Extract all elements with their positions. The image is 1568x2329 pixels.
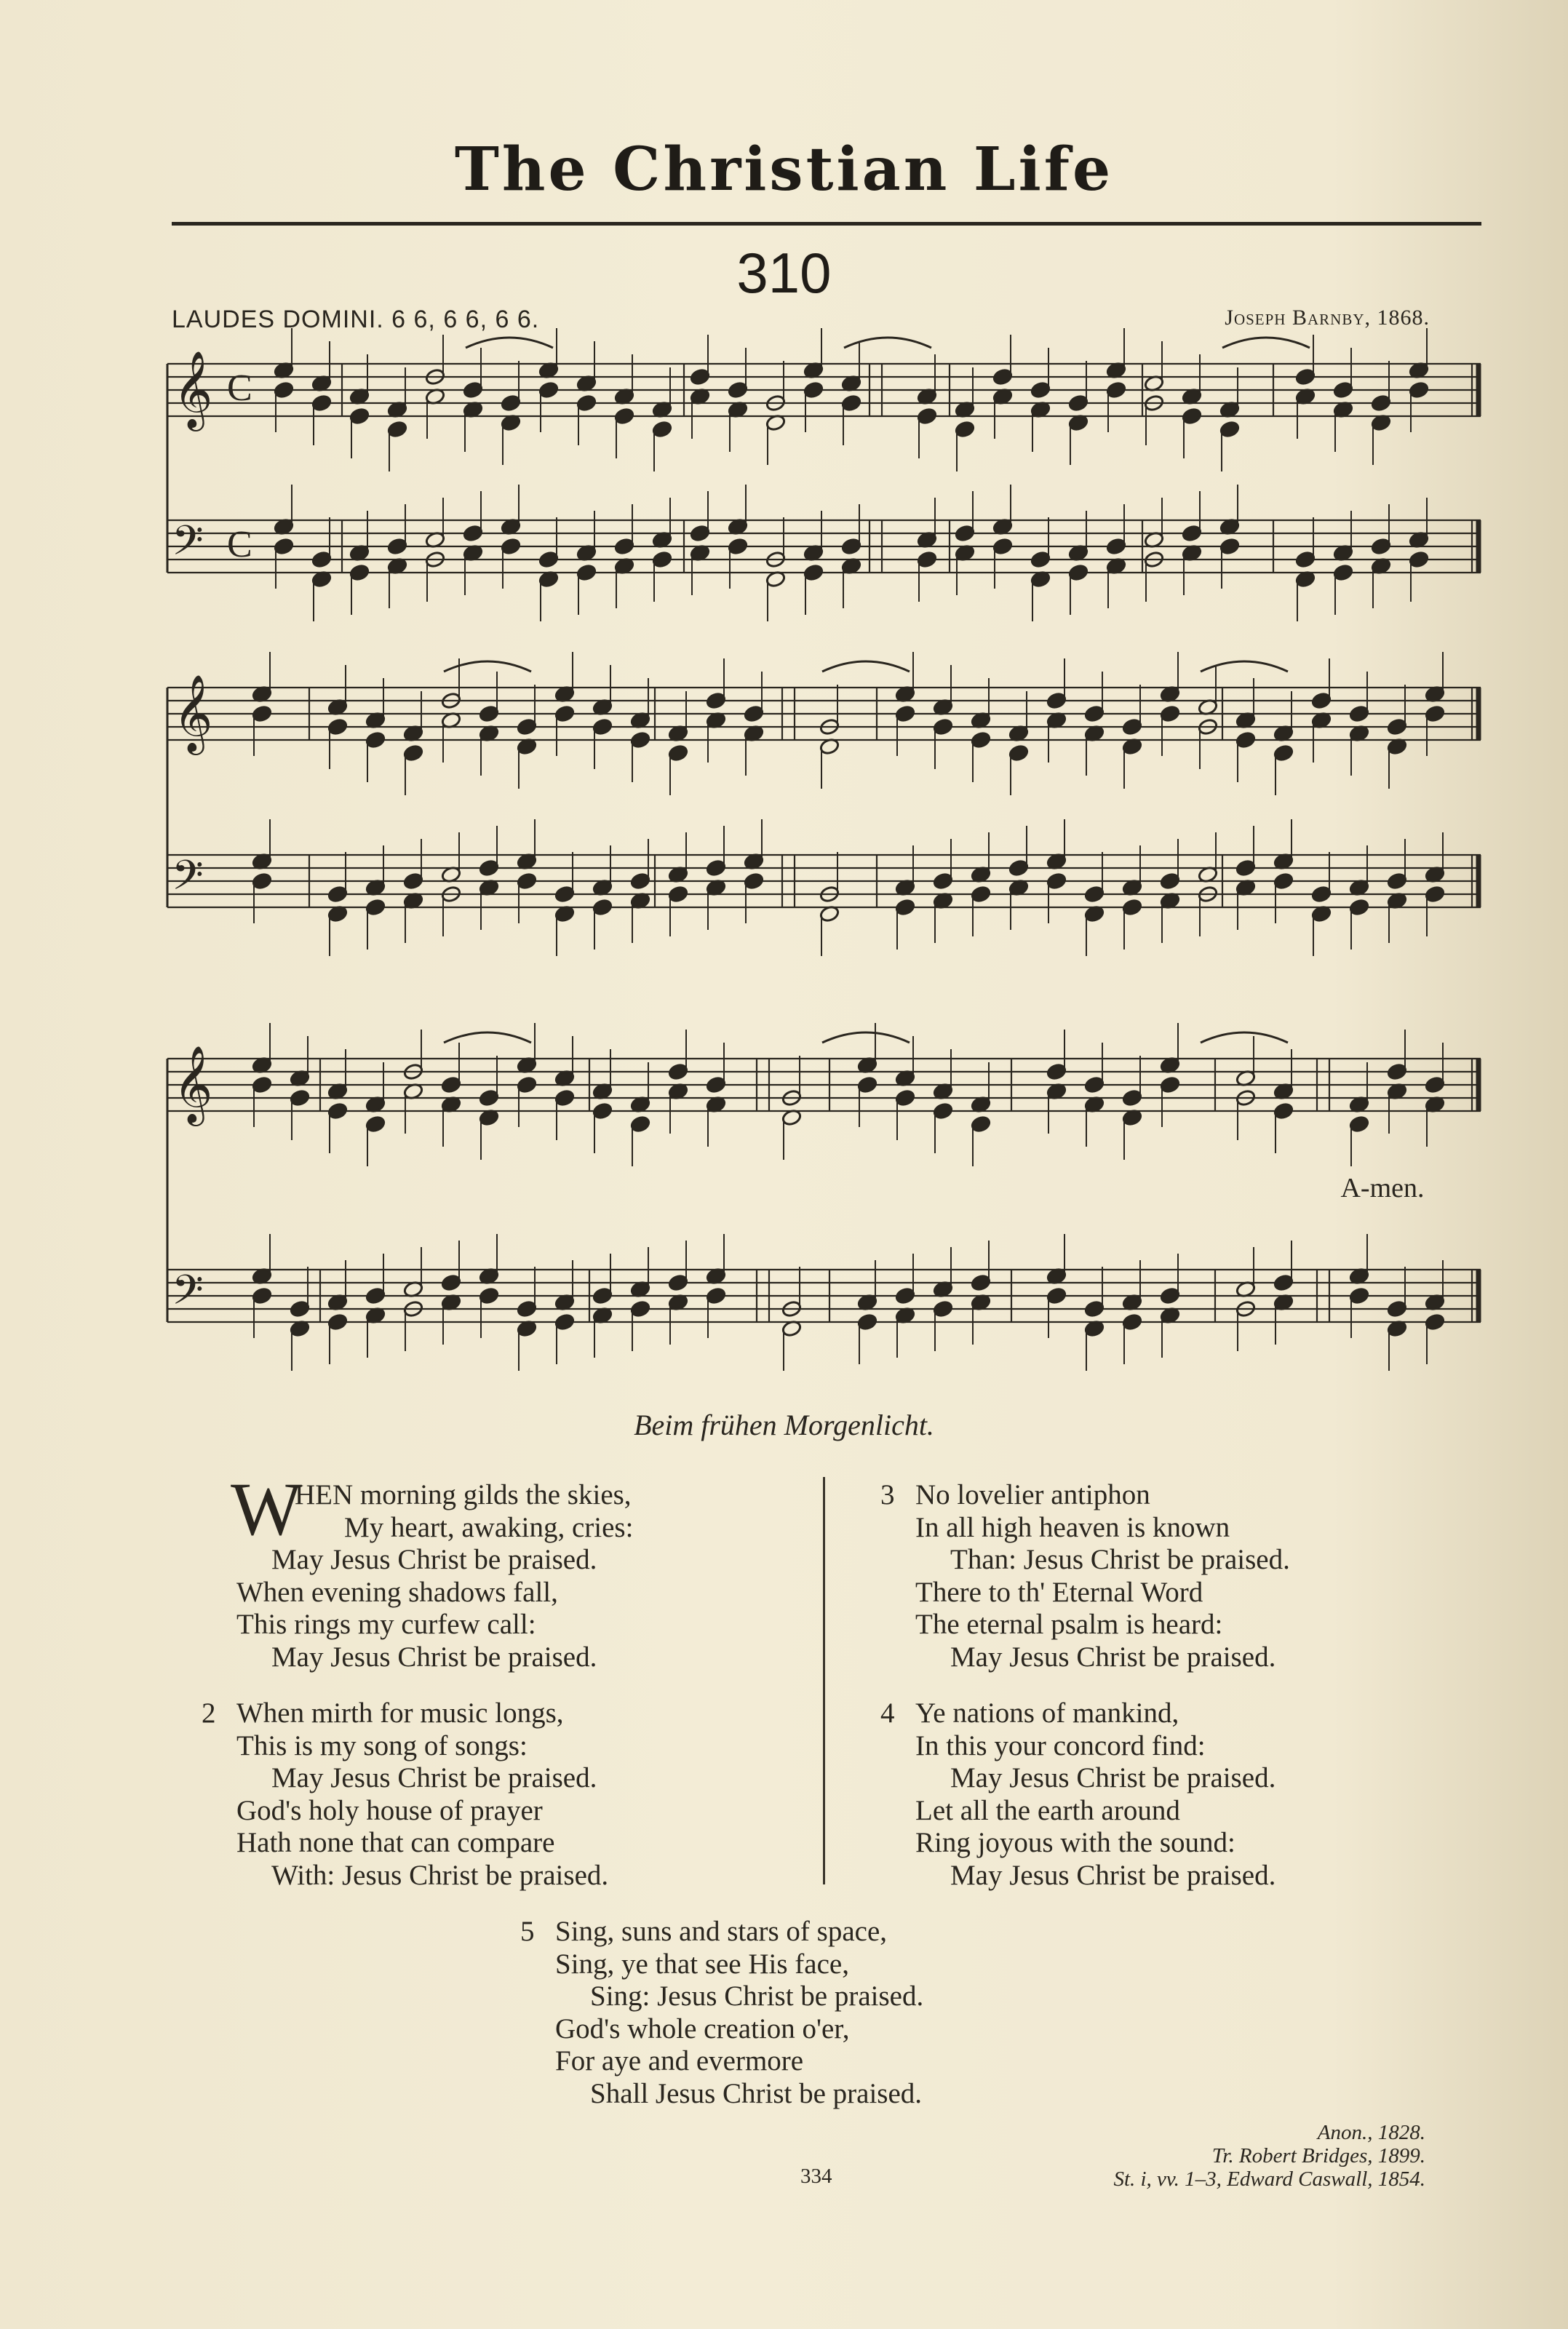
slur bbox=[1222, 338, 1310, 348]
stanza-line: May Jesus Christ be praised. bbox=[271, 1641, 597, 1673]
attribution-author: Anon., 1828. bbox=[1317, 2121, 1425, 2144]
bass-clef: 𝄢 bbox=[172, 852, 204, 909]
stanza-line: Shall Jesus Christ be praised. bbox=[590, 2077, 923, 2109]
stanza-line: God's holy house of prayer bbox=[236, 1794, 543, 1826]
tune-name: LAUDES DOMINI. bbox=[172, 306, 384, 333]
drop-cap: W bbox=[231, 1468, 303, 1551]
stanza-line: This is my song of songs: bbox=[236, 1729, 528, 1761]
slur bbox=[444, 1032, 531, 1043]
stanza-line: No lovelier antiphon bbox=[915, 1479, 1150, 1510]
stanza-line: God's whole creation o'er, bbox=[555, 2013, 850, 2045]
stanza-line: May Jesus Christ be praised. bbox=[271, 1544, 597, 1576]
stanza-line: Ring joyous with the sound: bbox=[915, 1827, 1235, 1859]
stanza-line: For aye and evermore bbox=[555, 2045, 804, 2077]
stanza-line: Sing, suns and stars of space, bbox=[555, 1916, 888, 1947]
stanza-line: When mirth for music longs, bbox=[236, 1697, 564, 1729]
amen-text: A-men. bbox=[1340, 1173, 1425, 1203]
composer: Joseph Barnby, 1868. bbox=[1225, 306, 1430, 330]
stanza-line: The eternal psalm is heard: bbox=[915, 1609, 1223, 1641]
stanza-line: When evening shadows fall, bbox=[236, 1576, 558, 1608]
time-signature: C bbox=[227, 524, 252, 565]
stanza-2 bbox=[202, 1697, 609, 1892]
stanza-line: In this your concord find: bbox=[915, 1729, 1206, 1761]
stanza-3 bbox=[880, 1479, 1290, 1674]
stanza-number: 2 bbox=[202, 1697, 216, 1729]
treble-clef: 𝄞 bbox=[173, 674, 213, 752]
score-systems bbox=[167, 328, 1481, 1371]
hymn-number: 310 bbox=[736, 241, 832, 305]
stanza-line: Hath none that can compare bbox=[236, 1827, 555, 1859]
stanza-number: 4 bbox=[880, 1697, 895, 1729]
stanza-line: Sing, ye that see His face, bbox=[555, 1948, 849, 1980]
slur bbox=[822, 661, 910, 672]
stanza-line: This rings my curfew call: bbox=[236, 1609, 536, 1641]
stanza-line: Ye nations of mankind, bbox=[915, 1697, 1179, 1729]
section-title: The Christian Life bbox=[454, 135, 1114, 204]
attribution-translator: Tr. Robert Bridges, 1899. bbox=[1211, 2144, 1425, 2167]
stanza-line: Let all the earth around bbox=[915, 1794, 1180, 1826]
stanza-1 bbox=[231, 1468, 634, 1674]
stanza-line: May Jesus Christ be praised. bbox=[950, 1641, 1276, 1673]
stanza-line: With: Jesus Christ be praised. bbox=[271, 1859, 609, 1891]
stanza-line: Sing: Jesus Christ be praised. bbox=[590, 1980, 924, 2013]
stanza-5 bbox=[520, 1916, 924, 2111]
slur bbox=[822, 1032, 910, 1043]
stanza-line: May Jesus Christ be praised. bbox=[950, 1762, 1276, 1794]
stanza-line: There to th' Eternal Word bbox=[915, 1576, 1203, 1608]
slur bbox=[1201, 661, 1288, 672]
slur bbox=[1201, 1032, 1288, 1043]
time-signature: C bbox=[227, 367, 252, 409]
column-divider bbox=[823, 1477, 825, 1884]
stanza-number: 3 bbox=[880, 1479, 895, 1510]
stanza-number: 5 bbox=[520, 1916, 535, 1947]
bass-clef: 𝄢 bbox=[172, 1267, 204, 1324]
treble-clef: 𝄞 bbox=[173, 350, 213, 428]
attribution-stanza-translator: St. i, vv. 1–3, Edward Caswall, 1854. bbox=[1113, 2167, 1425, 2191]
stanza-4 bbox=[880, 1697, 1276, 1892]
meter: 6 6, 6 6, 6 6. bbox=[391, 306, 540, 333]
stanza-line: HEN morning gilds the skies, bbox=[295, 1479, 632, 1510]
original-title: Beim frühen Morgenlicht. bbox=[634, 1409, 934, 1441]
bass-clef: 𝄢 bbox=[172, 517, 204, 575]
stanza-line: Than: Jesus Christ be praised. bbox=[950, 1544, 1290, 1576]
slur bbox=[844, 338, 931, 348]
stanza-line: In all high heaven is known bbox=[915, 1511, 1230, 1543]
stanza-line: May Jesus Christ be praised. bbox=[950, 1859, 1276, 1891]
slur bbox=[444, 661, 531, 672]
page-number: 334 bbox=[800, 2165, 832, 2188]
stanza-line: May Jesus Christ be praised. bbox=[271, 1762, 597, 1794]
treble-clef: 𝄞 bbox=[173, 1045, 213, 1123]
slur bbox=[466, 338, 553, 348]
stanza-line: My heart, awaking, cries: bbox=[344, 1511, 634, 1543]
